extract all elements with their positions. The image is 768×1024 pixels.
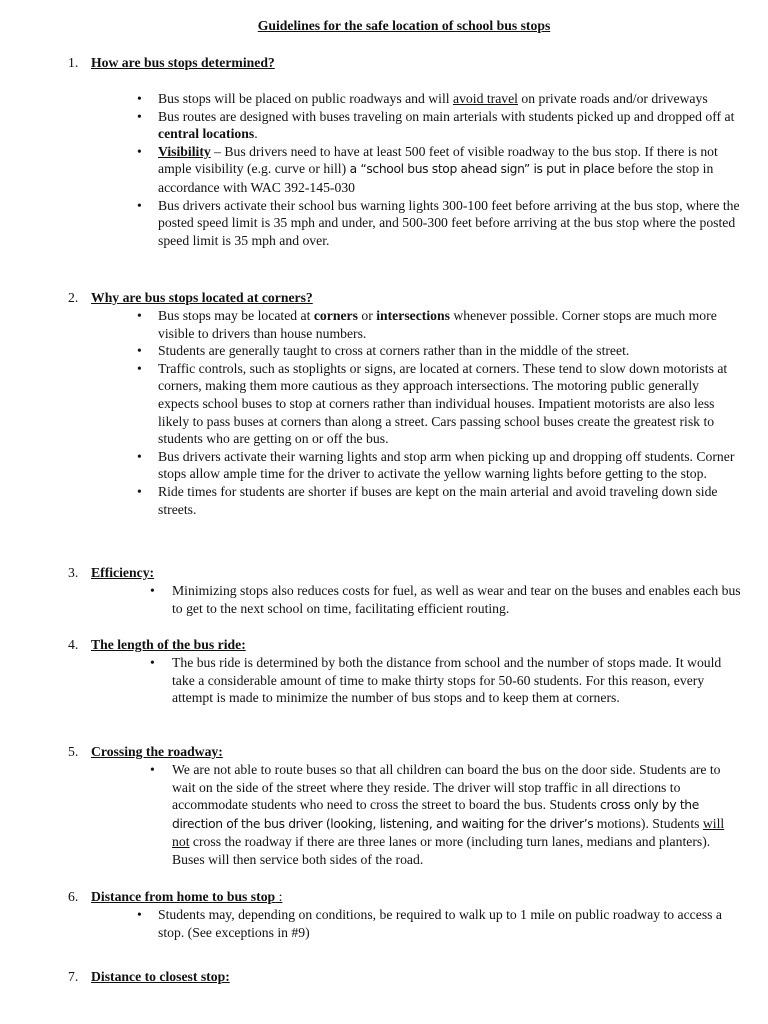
item-text: – Bus drivers need to have at least 500 feet of visible roadway to the bus stop. If there is not ample visibility (e.g. curve or hill) bbox=[158, 143, 718, 177]
list-item bbox=[150, 654, 742, 707]
section-heading bbox=[0, 743, 768, 761]
item-text: Bus routes are designed with buses traveling on main arterials with students picked up and dropped off at bbox=[158, 108, 735, 124]
section-heading-text: Why are bus stops located at corners? bbox=[91, 290, 313, 305]
section-heading-text: The length of the bus ride: bbox=[91, 637, 246, 652]
item-text: Minimizing stops also reduces costs for fuel, as well as wear and tear on the buses and enables each bus to get to the next school on time, facilitating efficient routing. bbox=[172, 583, 741, 616]
bullet-icon: • bbox=[137, 108, 142, 124]
list-item bbox=[150, 582, 742, 617]
bullet-icon: • bbox=[137, 483, 142, 499]
section-5 bbox=[0, 743, 768, 869]
section-number: 3. bbox=[68, 565, 79, 580]
bullet-icon: • bbox=[137, 91, 142, 106]
bullet-icon: • bbox=[150, 762, 155, 777]
section-heading bbox=[0, 54, 768, 72]
bullet-list bbox=[0, 761, 768, 869]
bullet-icon: • bbox=[137, 308, 142, 323]
section-number: 7. bbox=[68, 969, 79, 984]
section-number: 2. bbox=[68, 290, 79, 305]
item-text: Bus drivers activate their warning lights and stop arm when picking up and dropping off students. Corner stops allow ample time for the driver to activate the yellow warning lights before getting to the stop. bbox=[158, 448, 735, 482]
section-heading bbox=[0, 564, 768, 582]
list-item bbox=[150, 761, 742, 869]
section-6 bbox=[0, 888, 768, 941]
section-heading-trail: : bbox=[275, 889, 283, 904]
item-text: or bbox=[357, 308, 377, 323]
bold-text: corners bbox=[313, 308, 358, 323]
section-2 bbox=[0, 289, 768, 518]
underlined-text: will not bbox=[172, 815, 725, 850]
section-heading-text: Distance to closest stop: bbox=[91, 969, 230, 984]
list-item bbox=[137, 483, 742, 518]
section-heading bbox=[0, 636, 768, 654]
section-heading-label: Distance from home to bus stop bbox=[91, 889, 276, 904]
list-item bbox=[137, 197, 742, 250]
section-1 bbox=[0, 54, 768, 249]
bullet-list bbox=[0, 582, 768, 617]
item-text: Students are generally taught to cross at corners rather than in the middle of the street. bbox=[158, 343, 630, 359]
section-heading-text: How are bus stops determined? bbox=[91, 55, 275, 70]
bullet-icon: • bbox=[150, 583, 155, 598]
section-heading bbox=[0, 888, 768, 906]
item-text: We are not able to route buses so that all children can board the bus on the door side. Students are to wait on the side of the street where they reside. The driver will stop traffic in all directions to accommodate students who need to cross the street to board the bus. Students bbox=[172, 762, 721, 813]
item-text: Students may, depending on conditions, be required to walk up to 1 mile on public roadway to access a stop. (See exceptions in #9) bbox=[158, 907, 722, 940]
section-number: 6. bbox=[68, 889, 79, 904]
item-text: The bus ride is determined by both the distance from school and the number of stops made. It would take a considerable amount of time to make thirty stops for 50-60 students. For this reason, every attempt is made to minimize the number of bus stops and to keep them at corners. bbox=[172, 655, 722, 706]
bullet-icon: • bbox=[150, 655, 155, 670]
section-heading-text: Efficiency: bbox=[91, 565, 155, 580]
bullet-list bbox=[0, 906, 768, 941]
section-heading-text bbox=[91, 888, 282, 906]
alt-font-text: cross only by the direction of the bus driver (looking, listening, and waiting for the driver’s bbox=[172, 798, 699, 831]
bullet-icon: • bbox=[137, 197, 142, 213]
bullet-list bbox=[0, 654, 768, 707]
bullet-icon: • bbox=[137, 143, 142, 159]
section-heading bbox=[0, 289, 768, 307]
item-text: whenever possible. Corner stops are much more visible to drivers than house numbers. bbox=[158, 308, 717, 341]
underlined-text: avoid travel bbox=[453, 91, 518, 106]
bullet-list bbox=[0, 307, 768, 518]
list-item bbox=[137, 448, 742, 483]
list-item bbox=[137, 143, 742, 197]
document-title: Guidelines for the safe location of school bus stops bbox=[257, 18, 551, 33]
list-item bbox=[137, 307, 742, 342]
bold-text: Visibility bbox=[158, 143, 211, 159]
bold-text: intersections bbox=[376, 308, 450, 323]
list-item bbox=[137, 360, 742, 448]
section-heading bbox=[0, 968, 768, 986]
section-3 bbox=[0, 564, 768, 617]
item-text: motions). Students bbox=[593, 815, 703, 831]
bullet-icon: • bbox=[137, 360, 142, 376]
item-text: Traffic controls, such as stoplights or signs, are located at corners. These tend to slow down motorists at corners, making them more cautious as they approach intersections. The motoring public generally expects school buses to stop at corners rather than individual houses. Impatient motorists are also less likely to pass buses at corners than along a street. Cars passing school buses create the greatest risk to students who are getting on or off the bus. bbox=[158, 360, 728, 447]
list-item bbox=[137, 90, 742, 108]
list-item bbox=[137, 108, 742, 143]
section-4 bbox=[0, 636, 768, 707]
list-item bbox=[137, 906, 742, 941]
bullet-icon: • bbox=[137, 343, 142, 359]
section-number: 5. bbox=[68, 744, 79, 759]
item-text: before the stop in accordance with WAC 392-145-030 bbox=[158, 161, 714, 195]
item-text: cross the roadway if there are three lanes or more (including turn lanes, medians and planters). Buses will then service both sides of the road. bbox=[172, 834, 711, 867]
section-number: 1. bbox=[68, 55, 79, 70]
item-text: Bus stops will be placed on public roadways and will bbox=[158, 91, 453, 106]
alt-font-text: a “school bus stop ahead sign” is put in place bbox=[349, 162, 615, 177]
item-text: Bus drivers activate their school bus warning lights 300-100 feet before arriving at the bus stop, where the posted speed limit is 35 mph and under, and 500-300 feet before arriving at the bus stop where the posted speed limit is 35 mph and over. bbox=[158, 197, 740, 248]
section-7 bbox=[0, 968, 768, 986]
bullet-icon: • bbox=[137, 907, 142, 922]
bullet-icon: • bbox=[137, 448, 142, 464]
item-text: . bbox=[254, 126, 258, 142]
item-text: on private roads and/or driveways bbox=[518, 91, 708, 106]
bullet-list bbox=[0, 90, 768, 249]
item-text: Bus stops may be located at bbox=[158, 308, 314, 323]
item-text: Ride times for students are shorter if buses are kept on the main arterial and avoid traveling down side streets. bbox=[158, 483, 718, 517]
bold-text: central locations bbox=[158, 126, 255, 142]
section-heading-text: Crossing the roadway: bbox=[91, 744, 223, 759]
section-number: 4. bbox=[68, 637, 79, 652]
list-item bbox=[137, 342, 742, 360]
